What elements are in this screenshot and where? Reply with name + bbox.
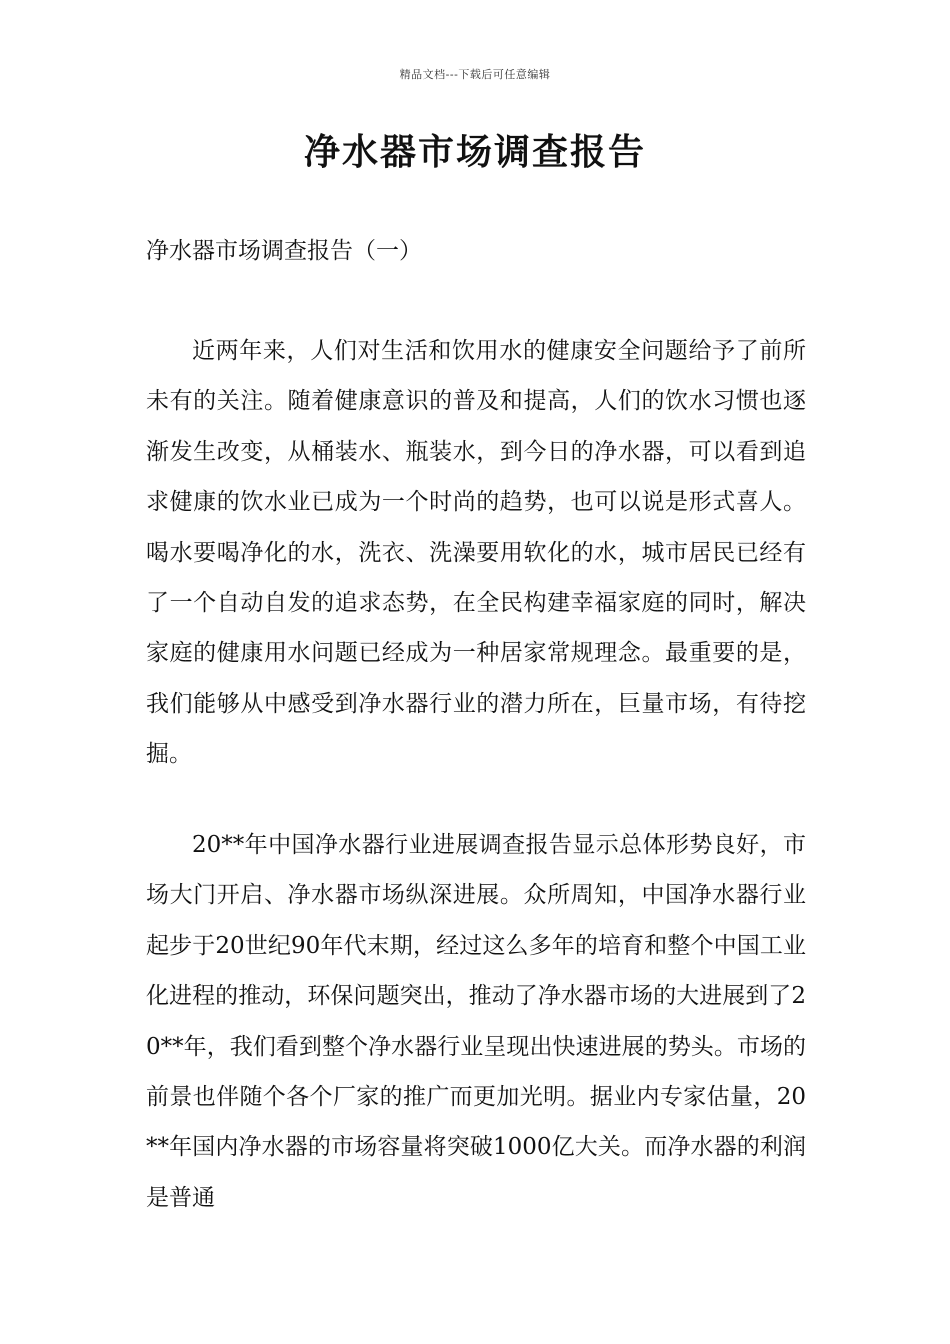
header-note: 精品文档---下载后可任意编辑 — [399, 68, 551, 81]
body-paragraph-2: 20**年中国净水器行业进展调查报告显示总体形势良好，市场大门开启、净水器市场纵深进展。众所周知，中国净水器行业起步于20世纪90年代末期，经过这么多年的培育和整个中国工业化进程的推动，环保问题突出，推动了净水器市场的大进展到了20**年，我们看到整个净水器行业呈现出快速进展的势头。市场的前景也伴随个各个厂家的推广而更加光明。据业内专家估量，20**年国内净水器的市场容量将突破1000亿大关。而净水器的利润是普通 — [146, 832, 806, 1211]
section-subtitle: 净水器市场调查报告（一） — [146, 238, 422, 264]
document-title: 净水器市场调查报告 — [303, 132, 646, 173]
body-paragraph-1: 近两年来，人们对生活和饮用水的健康安全问题给予了前所未有的关注。随着健康意识的普及和提高，人们的饮水习惯也逐渐发生改变，从桶装水、瓶装水，到今日的净水器，可以看到追求健康的饮水业已成为一个时尚的趋势，也可以说是形式喜人。喝水要喝净化的水，洗衣、洗澡要用软化的水，城市居民已经有了一个自动自发的追求态势，在全民构建幸福家庭的同时，解决家庭的健康用水问题已经成为一种居家常规理念。最重要的是，我们能够从中感受到净水器行业的潜力所在，巨量市场，有待挖掘。 — [146, 338, 806, 768]
